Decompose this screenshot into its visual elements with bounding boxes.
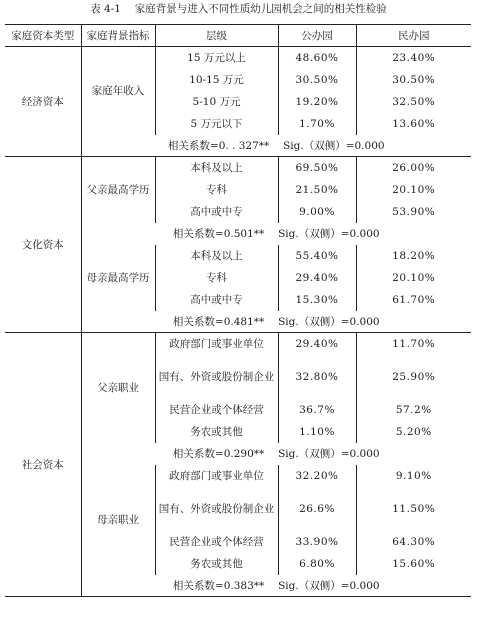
correlation-income: 相关系数=0. . 327** Sig.（双侧）=0.000 bbox=[81, 135, 471, 157]
public-value: 19.20% bbox=[278, 91, 356, 113]
level-cell: 政府部门或事业单位 bbox=[155, 333, 278, 355]
level-cell: 10-15 万元 bbox=[155, 69, 278, 91]
capital-social: 社会资本 bbox=[5, 333, 81, 597]
level-cell: 务农或其他 bbox=[155, 553, 278, 575]
level-cell: 国有、外资或股份制企业 bbox=[155, 487, 278, 531]
header-private: 民办园 bbox=[356, 25, 471, 47]
correlation-father-edu: 相关系数=0.501** Sig.（双侧）=0.000 bbox=[81, 223, 471, 245]
level-cell: 5 万元以下 bbox=[155, 113, 278, 135]
public-value: 26.6% bbox=[278, 487, 356, 531]
private-value: 53.90% bbox=[356, 201, 471, 223]
public-value: 33.90% bbox=[278, 531, 356, 553]
level-cell: 专科 bbox=[155, 267, 278, 289]
private-value: 18.20% bbox=[356, 245, 471, 267]
public-value: 1.70% bbox=[278, 113, 356, 135]
level-cell: 民营企业或个体经营 bbox=[155, 531, 278, 553]
table-row bbox=[5, 333, 471, 355]
level-cell: 民营企业或个体经营 bbox=[155, 399, 278, 421]
public-value: 9.00% bbox=[278, 201, 356, 223]
table-caption: 表 4-1 家庭背景与进入不同性质幼儿园机会之间的相关性检验 bbox=[90, 3, 387, 15]
indicator-income: 家庭年收入 bbox=[81, 47, 155, 135]
public-value: 48.60% bbox=[278, 47, 356, 69]
indicator-mother-job: 母亲职业 bbox=[81, 465, 155, 575]
public-value: 29.40% bbox=[278, 333, 356, 355]
private-value: 20.10% bbox=[356, 267, 471, 289]
header-indicator: 家庭背景指标 bbox=[81, 25, 155, 47]
private-value: 25.90% bbox=[356, 355, 471, 399]
level-cell: 15 万元以上 bbox=[155, 47, 278, 69]
correlation-mother-job: 相关系数=0.383** Sig.（双侧）=0.000 bbox=[81, 575, 471, 597]
private-value: 57.2% bbox=[356, 399, 471, 421]
table-row bbox=[5, 157, 471, 179]
public-value: 32.20% bbox=[278, 465, 356, 487]
indicator-mother-edu: 母亲最高学历 bbox=[81, 245, 155, 311]
capital-cultural: 文化资本 bbox=[5, 157, 81, 333]
level-cell: 5-10 万元 bbox=[155, 91, 278, 113]
private-value: 9.10% bbox=[356, 465, 471, 487]
indicator-father-job: 父亲职业 bbox=[81, 333, 155, 443]
level-cell: 本科及以上 bbox=[155, 157, 278, 179]
level-cell: 政府部门或事业单位 bbox=[155, 465, 278, 487]
level-cell: 高中或中专 bbox=[155, 201, 278, 223]
level-cell: 国有、外资或股份制企业 bbox=[155, 355, 278, 399]
private-value: 13.60% bbox=[356, 113, 471, 135]
private-value: 30.50% bbox=[356, 69, 471, 91]
correlation-table bbox=[5, 24, 471, 597]
private-value: 11.70% bbox=[356, 333, 471, 355]
capital-economic: 经济资本 bbox=[5, 47, 81, 157]
correlation-father-job: 相关系数=0.290** Sig.（双侧）=0.000 bbox=[81, 443, 471, 465]
private-value: 20.10% bbox=[356, 179, 471, 201]
public-value: 6.80% bbox=[278, 553, 356, 575]
public-value: 55.40% bbox=[278, 245, 356, 267]
private-value: 61.70% bbox=[356, 289, 471, 311]
header-public: 公办园 bbox=[278, 25, 356, 47]
private-value: 11.50% bbox=[356, 487, 471, 531]
table-row bbox=[5, 47, 471, 69]
header-level: 层级 bbox=[155, 25, 278, 47]
indicator-father-edu: 父亲最高学历 bbox=[81, 157, 155, 223]
public-value: 1.10% bbox=[278, 421, 356, 443]
public-value: 15.30% bbox=[278, 289, 356, 311]
public-value: 69.50% bbox=[278, 157, 356, 179]
public-value: 30.50% bbox=[278, 69, 356, 91]
level-cell: 务农或其他 bbox=[155, 421, 278, 443]
public-value: 29.40% bbox=[278, 267, 356, 289]
private-value: 15.60% bbox=[356, 553, 471, 575]
public-value: 21.50% bbox=[278, 179, 356, 201]
public-value: 32.80% bbox=[278, 355, 356, 399]
level-cell: 本科及以上 bbox=[155, 245, 278, 267]
level-cell: 专科 bbox=[155, 179, 278, 201]
public-value: 36.7% bbox=[278, 399, 356, 421]
level-cell: 高中或中专 bbox=[155, 289, 278, 311]
header-capital-type: 家庭资本类型 bbox=[5, 25, 81, 47]
private-value: 64.30% bbox=[356, 531, 471, 553]
private-value: 32.50% bbox=[356, 91, 471, 113]
private-value: 5.20% bbox=[356, 421, 471, 443]
private-value: 23.40% bbox=[356, 47, 471, 69]
table-header-row bbox=[5, 25, 471, 47]
private-value: 26.00% bbox=[356, 157, 471, 179]
correlation-mother-edu: 相关系数=0.481** Sig.（双侧）=0.000 bbox=[81, 311, 471, 333]
